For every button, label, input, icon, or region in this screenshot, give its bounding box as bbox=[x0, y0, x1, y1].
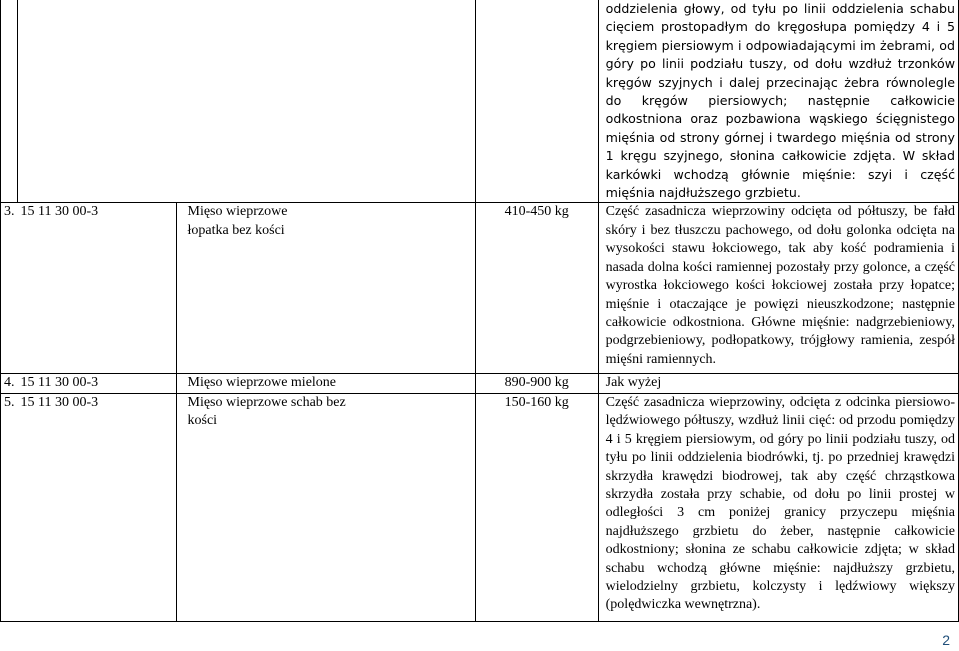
table-row bbox=[1, 0, 959, 203]
desc-cell: Jak wyżej bbox=[598, 374, 958, 393]
code-cell bbox=[18, 0, 177, 203]
desc-text-continued: W skład karkówki wchodzą głównie mięśnie: szyi i część mięśnia najdłuższego grzbietu. bbox=[605, 148, 955, 201]
desc-cell: Część zasadnicza wieprzowiny, odcięta z odcinka piersiowo-lędźwiowego półtuszy, wzdłuż linii cięć: od przodu pomiędzy 4 i 5 kręgiem piersiowym, od góry po linii podziału tuszy, od tyłu po linii oddzielenia biodrówki, tj. po przedniej krawędzi skrzydła krawędzi biodrowej, tak aby część chrząstkowa skrzydła została przy schabie, od dołu po linii prostej w odległości 3 cm poniżej granicy przyczepu mięśnia najdłuższego grzbietu do żeber, następnie całkowicie odkostniony; słonina ze schabu całkowicie zdjęta; w skład schabu wchodzą główne mięśnie: najdłuższy grzbietu, wielodzielny grzbietu, kolczysty i lędźwiowy większy (polędwiczka wewnętrzna). bbox=[598, 393, 958, 621]
table-row bbox=[1, 374, 959, 393]
desc-cell bbox=[598, 0, 958, 203]
lp-cell bbox=[1, 0, 18, 203]
lp-cell: 5. bbox=[1, 393, 18, 621]
name-cell: Mięso wieprzowe mielone bbox=[176, 374, 475, 393]
table-row bbox=[1, 393, 959, 621]
qty-cell: 890-900 kg bbox=[475, 374, 598, 393]
desc-cell: Część zasadnicza wieprzowiny odcięta od półtuszy, be fałd skóry i bez tłuszczu pachowego, od dołu golonka odcięta na wysokości stawu łokciowego, tak aby kość podramienia i nasada dolna kości ramiennej pozostały przy golonce, a część wyrostka łokciowego kości łokciowej została przy łopatce; mięśnie i otaczające je powięzi nieuszkodzone; następnie całkowicie odkostniona. Główne mięśnie: nadgrzebieniowy, podgrzebieniowy, podłopatkowy, trójgłowy ramienia, zespół mięśni ramiennych. bbox=[598, 203, 958, 374]
name-cell: Mięso wieprzowe schab bez kości bbox=[176, 393, 475, 621]
qty-cell: 410-450 kg bbox=[475, 203, 598, 374]
code-cell: 15 11 30 00-3 bbox=[18, 374, 177, 393]
lp-cell: 4. bbox=[1, 374, 18, 393]
table-row bbox=[1, 203, 959, 374]
code-cell: 15 11 30 00-3 bbox=[18, 203, 177, 374]
lp-cell: 3. bbox=[1, 203, 18, 374]
name-cell bbox=[176, 0, 475, 203]
qty-cell bbox=[475, 0, 598, 203]
code-cell: 15 11 30 00-3 bbox=[18, 393, 177, 621]
qty-cell: 150-160 kg bbox=[475, 393, 598, 621]
name-cell: Mięso wieprzowe łopatka bez kości bbox=[176, 203, 475, 374]
page-number: 2 bbox=[942, 632, 950, 648]
desc-text: oddzielenia głowy, od tyłu po linii oddzielenia schabu cięciem prostopadłym do kręgosłupa pomiędzy 4 i 5 kręgiem piersiowym i odpowiadającymi im żebrami, od góry po linii podziału tuszy, od dołu wzdłuż trzonków kręgów szyjnych i dalej przecinając żebra równolegle do kręgów piersiowych; następnie całkowicie odkostniona oraz pozbawiona wąskiego ścięgnistego mięśnia od strony górnej i twardego mięśnia od strony 1 kręgu szyjnego, słonina całkowicie zdjęta. bbox=[605, 1, 955, 164]
